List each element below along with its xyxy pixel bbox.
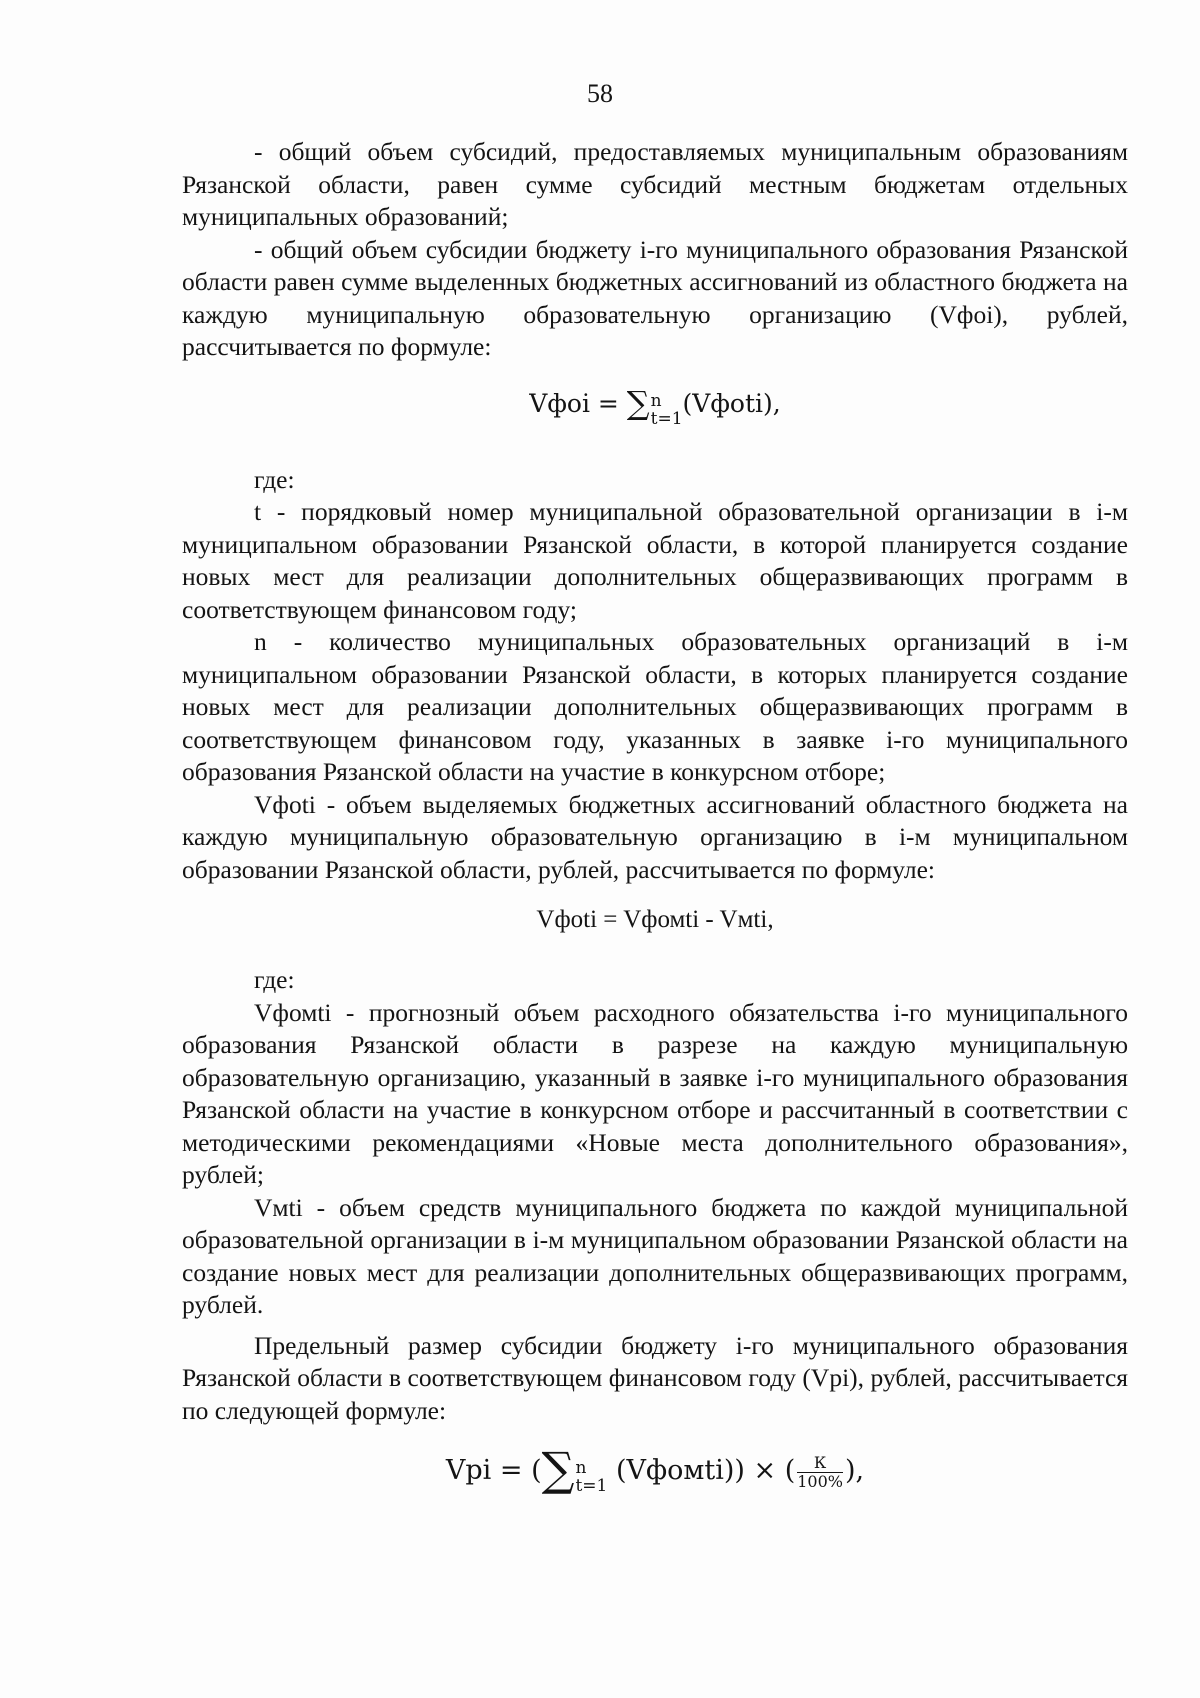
formula-vfoi	[182, 383, 1128, 429]
fraction	[797, 1454, 843, 1491]
sum-symbol: ∑	[541, 1442, 575, 1496]
definition-vfomti: Vфомti - прогнозный объем расходного обязательства i-го муниципального образования Рязанской области в разрезе на каждую муниципальную образовательную организацию, указанный в заявке i-го муниципального образования Рязанской области на участие в конкурсном отборе и рассчитанный в соответствии с методическими рекомендациями «Новые места дополнительного образования», рублей;	[182, 997, 1128, 1189]
where-label: где:	[254, 464, 295, 494]
definition-t: t - порядковый номер муниципальной образовательной организации в i-м муниципальном образовании Рязанской области, в которой планируется создание новых мест для реализации дополнительных общеразвивающих программ в соответствующем финансовом году;	[182, 497, 1128, 624]
formula-vpi-rhs: ),	[845, 1455, 865, 1486]
sum-lower-limit: t=1	[575, 1476, 608, 1496]
page-number: 58	[587, 79, 613, 108]
formula-vpi	[182, 1442, 1128, 1496]
definition-n: n - количество муниципальных образовательных организаций в i-м муниципальном образовании Рязанской области, в которых планируется создание новых мест для реализации дополнительных общеразвивающих программ в соответствующем финансовом году, указанных в заявке i-го муниципального образования Рязанской области на участие в конкурсном отборе;	[182, 627, 1128, 786]
paragraph-subsidy-volume: - общий объем субсидии бюджету i-го муниципального образования Рязанской области равен сумме выделенных бюджетных ассигнований из областного бюджета на каждую муниципальную образовательную организацию (Vфoi), рублей, рассчитывается по формуле:	[182, 234, 1128, 361]
sum-lower-limit: t=1	[650, 408, 683, 429]
sum-limits	[575, 1459, 607, 1495]
formula-vfoi-rhs: (Vфoti),	[682, 388, 781, 418]
formula-vpi-middle: (Vфомti)) × (	[607, 1455, 796, 1486]
paragraph-limit-size: Предельный размер субсидии бюджету i-го муниципального образования Рязанской области в соответствующем финансовом году (Vpi), рублей, рассчитывается по следующей формуле:	[182, 1330, 1128, 1425]
sum-upper-limit: n	[650, 390, 662, 411]
sum-symbol: ∑	[626, 383, 650, 422]
formula-vpi-lhs: Vpi = (	[445, 1455, 542, 1486]
fraction-numerator: К	[797, 1454, 843, 1473]
definition-vmti: Vмti - объем средств муниципального бюджета по каждой муниципальной образовательной организации в i-м муниципальном образовании Рязанской области на создание новых мест для реализации дополнительных общеразвивающих программ, рублей.	[182, 1192, 1128, 1319]
formula-vfoti: Vфoti = Vфомti - Vмti,	[536, 906, 774, 933]
fraction-denominator: 100%	[797, 1472, 843, 1491]
formula-vfoi-lhs: Vфoi =	[529, 388, 627, 418]
sum-limits	[651, 392, 683, 428]
document-body	[182, 136, 1128, 1495]
paragraph-total-subsidies: - общий объем субсидий, предоставляемых муниципальным образованиям Рязанской области, равен сумме субсидий местным бюджетам отдельных муниципальных образований;	[182, 137, 1128, 231]
definition-vfoti: Vфoti - объем выделяемых бюджетных ассигнований областного бюджета на каждую муниципальную образовательную организацию в i-м муниципальном образовании Рязанской области, рублей, рассчитывается по формуле:	[182, 789, 1128, 884]
sum-upper-limit: n	[575, 1458, 587, 1478]
where-label: где:	[254, 965, 295, 994]
